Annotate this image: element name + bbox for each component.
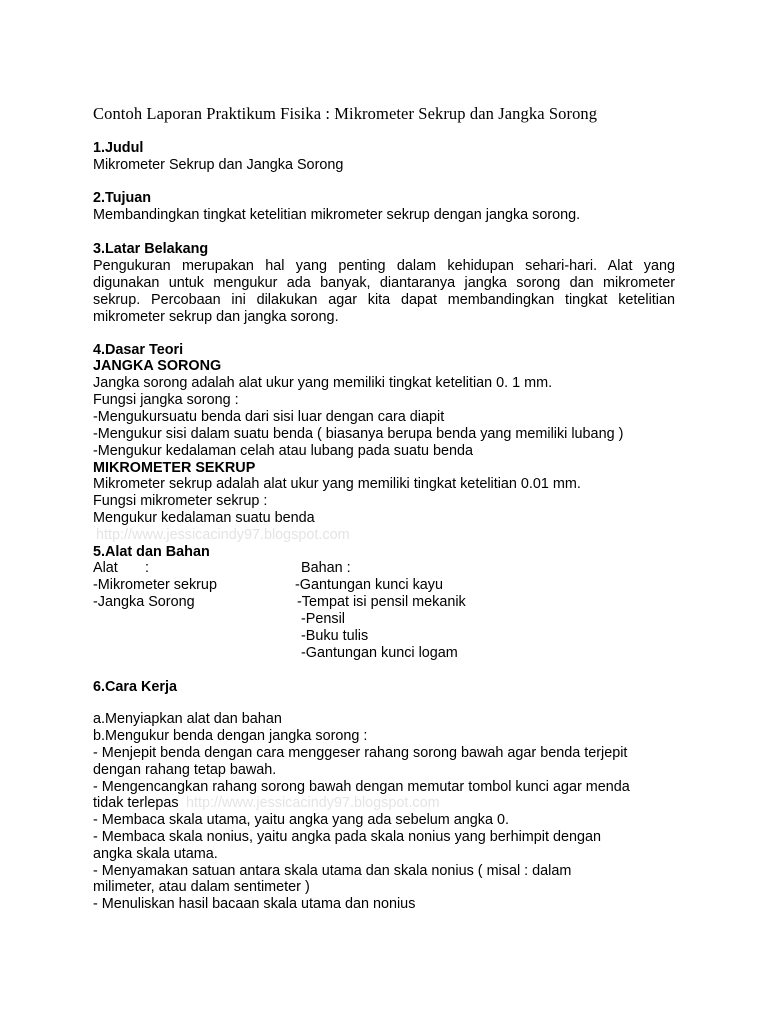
document-title: Contoh Laporan Praktikum Fisika : Mikrometer Sekrup dan Jangka Sorong (93, 104, 598, 123)
bahan-item: -Pensil (301, 611, 345, 627)
bahan-item: -Gantungan kunci logam (301, 645, 458, 661)
section-heading-tujuan: 2.Tujuan (93, 190, 152, 206)
jangka-sorong-desc: Jangka sorong adalah alat ukur yang memiliki tingkat ketelitian 0. 1 mm. (93, 375, 553, 391)
judul-text: Mikrometer Sekrup dan Jangka Sorong (93, 157, 344, 173)
bahan-label: Bahan : (301, 560, 351, 576)
cara-kerja-line: tidak terlepas (93, 795, 179, 811)
cara-kerja-line: a.Menyiapkan alat dan bahan (93, 711, 282, 727)
section-heading-alat-bahan: 5.Alat dan Bahan (93, 544, 210, 560)
section-heading-latar-belakang: 3.Latar Belakang (93, 241, 209, 257)
section-heading-cara-kerja: 6.Cara Kerja (93, 679, 177, 695)
list-item: -Mengukur kedalaman celah atau lubang pada suatu benda (93, 443, 474, 459)
cara-kerja-line: milimeter, atau dalam sentimeter ) (93, 879, 310, 895)
cara-kerja-line: - Membaca skala utama, yaitu angka yang ada sebelum angka 0. (93, 812, 509, 828)
alat-item: -Mikrometer sekrup (93, 577, 217, 593)
cara-kerja-line: - Menjepit benda dengan cara menggeser rahang sorong bawah agar benda terjepit (93, 745, 628, 761)
watermark-text: http://www.jessicacindy97.blogspot.com (96, 527, 350, 543)
section-heading-judul: 1.Judul (93, 140, 144, 156)
subheading-mikrometer-sekrup: MIKROMETER SEKRUP (93, 460, 256, 476)
tujuan-text: Membandingkan tingkat ketelitian mikrometer sekrup dengan jangka sorong. (93, 207, 581, 223)
cara-kerja-line: dengan rahang tetap bawah. (93, 762, 277, 778)
cara-kerja-line: - Membaca skala nonius, yaitu angka pada skala nonius yang berhimpit dengan (93, 829, 601, 845)
mikrometer-desc: Mikrometer sekrup adalah alat ukur yang memiliki tingkat ketelitian 0.01 mm. (93, 476, 581, 492)
alat-label: Alat (93, 560, 118, 576)
watermark-text: http://www.jessicacindy97.blogspot.com (186, 795, 440, 811)
bahan-item: -Gantungan kunci kayu (295, 577, 443, 593)
jangka-sorong-fungsi-label: Fungsi jangka sorong : (93, 392, 239, 408)
cara-kerja-line: - Menyamakan satuan antara skala utama dan skala nonius ( misal : dalam (93, 863, 572, 879)
cara-kerja-line: - Mengencangkan rahang sorong bawah dengan memutar tombol kunci agar menda (93, 779, 630, 795)
list-item: -Mengukursuatu benda dari sisi luar dengan cara diapit (93, 409, 445, 425)
section-heading-dasar-teori: 4.Dasar Teori (93, 342, 184, 358)
alat-colon: : (145, 560, 149, 576)
bahan-item: -Buku tulis (301, 628, 369, 644)
list-item: Mengukur kedalaman suatu benda (93, 510, 315, 526)
latar-belakang-paragraph: Pengukuran merupakan hal yang penting dalam kehidupan sehari-hari. Alat yang digunakan untuk mengukur ada banyak, diantaranya jangka sorong dan mikrometer sekrup. Percobaan ini dilakukan agar kita dapat membandingkan tingkat ketelitian mikrometer sekrup dan jangka sorong. (93, 258, 675, 325)
mikrometer-fungsi-label: Fungsi mikrometer sekrup : (93, 493, 268, 509)
bahan-item: -Tempat isi pensil mekanik (297, 594, 466, 610)
cara-kerja-line: angka skala utama. (93, 846, 218, 862)
cara-kerja-line: b.Mengukur benda dengan jangka sorong : (93, 728, 368, 744)
subheading-jangka-sorong: JANGKA SORONG (93, 358, 222, 374)
alat-item: -Jangka Sorong (93, 594, 195, 610)
list-item: -Mengukur sisi dalam suatu benda ( biasanya berupa benda yang memiliki lubang ) (93, 426, 624, 442)
cara-kerja-line: - Menuliskan hasil bacaan skala utama dan nonius (93, 896, 416, 912)
